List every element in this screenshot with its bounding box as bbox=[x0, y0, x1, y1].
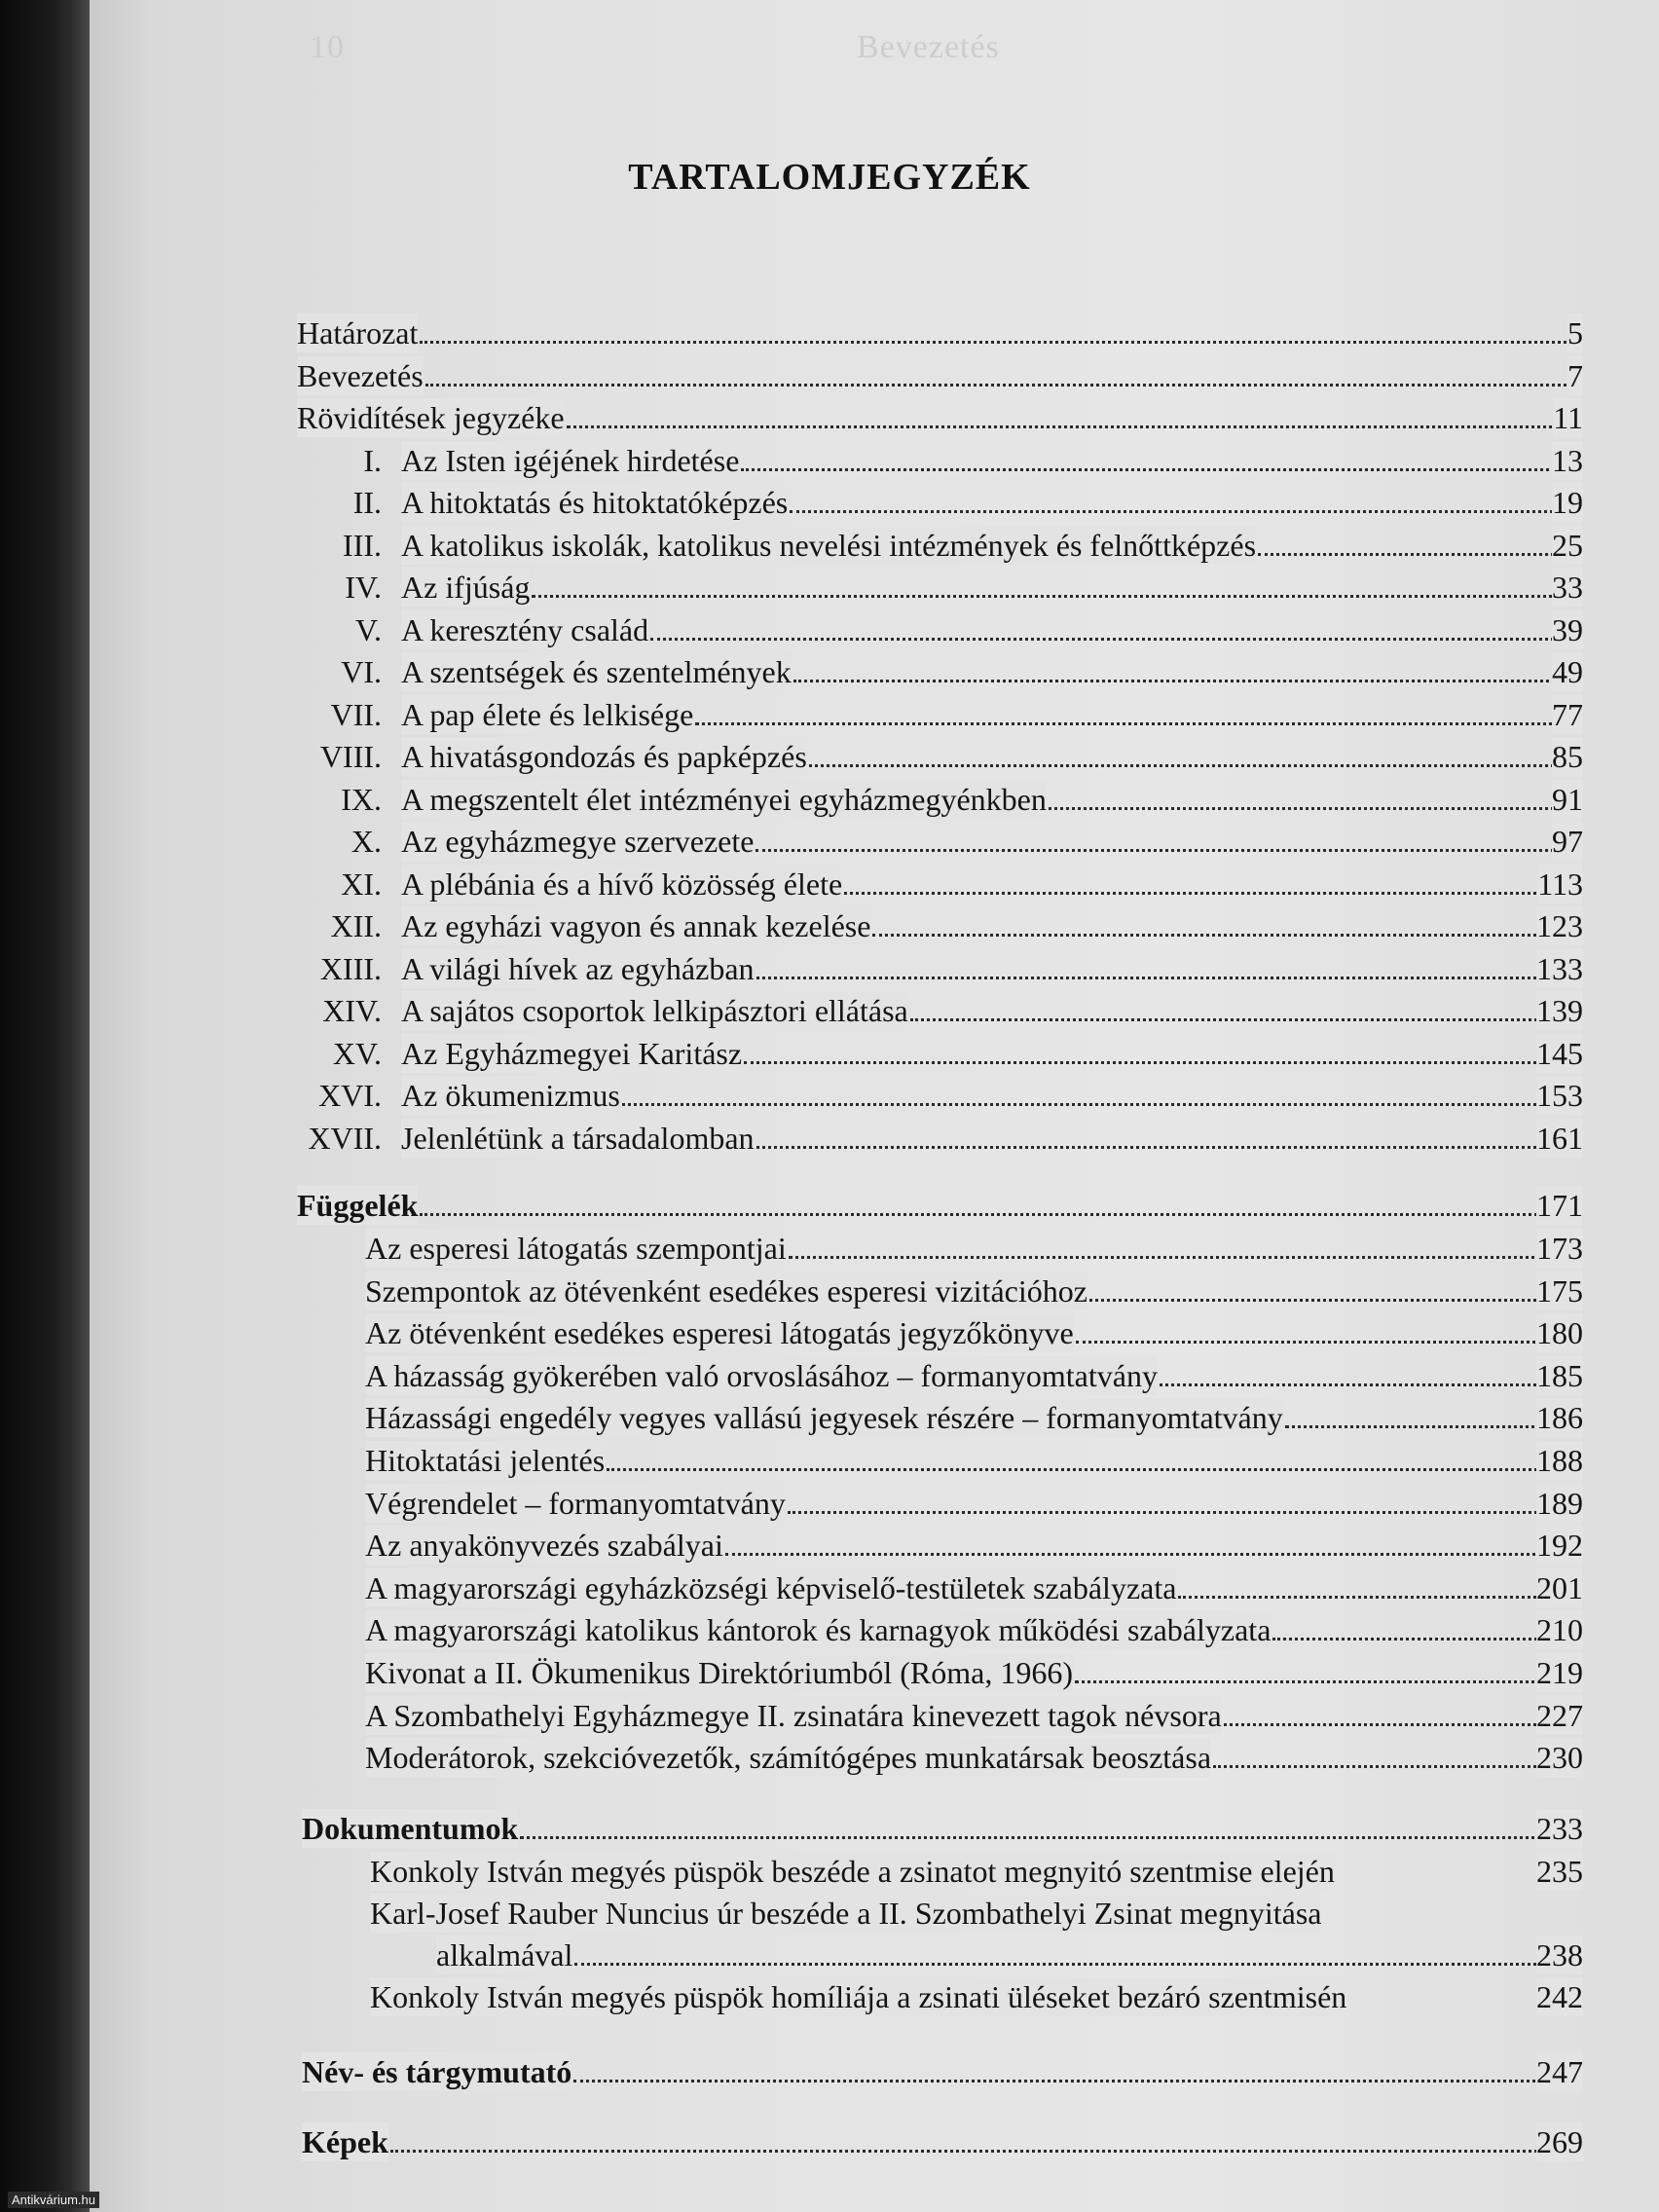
toc-entry-label: Dokumentumok bbox=[302, 1811, 519, 1846]
toc-entry bbox=[297, 398, 1583, 437]
toc-entry-label: A megszentelt élet intézményei egyházmegyénkben bbox=[401, 782, 1047, 817]
toc-page-number: 39 bbox=[1552, 612, 1583, 647]
dot-leader bbox=[1178, 1596, 1583, 1599]
toc-page-number: 123 bbox=[1536, 908, 1583, 943]
toc-entry-label: A házasság gyökerében való orvoslásához – formanyomtatvány bbox=[365, 1358, 1158, 1393]
toc-entry-label: Végrendelet – formanyomtatvány bbox=[365, 1486, 786, 1521]
appendix-entry bbox=[365, 1568, 1583, 1607]
chapter-numeral: XI. bbox=[341, 866, 382, 902]
appendix-entry bbox=[365, 1272, 1583, 1310]
toc-entry-label: Az esperesi látogatás szempontjai bbox=[365, 1231, 787, 1266]
chapter-entry bbox=[341, 652, 1583, 691]
toc-entry-label: A katolikus iskolák, katolikus nevelési intézmények és felnőttképzés bbox=[401, 528, 1257, 563]
toc-entry-label: Rövidítések jegyzéke bbox=[297, 400, 565, 435]
chapter-entry bbox=[350, 822, 1583, 861]
toc-page-number: 210 bbox=[1536, 1612, 1583, 1647]
toc-entry-label: Házassági engedély vegyes vallású jegyesek részére – formanyomtatvány bbox=[365, 1400, 1283, 1435]
chapter-entry bbox=[363, 441, 1583, 480]
dot-leader bbox=[809, 764, 1583, 767]
toc-page-number: 180 bbox=[1536, 1315, 1583, 1350]
dot-leader bbox=[1049, 807, 1583, 810]
toc-page-number: 91 bbox=[1552, 782, 1583, 817]
toc-entry-label: A magyarországi katolikus kántorok és karnagyok működési szabályzata bbox=[365, 1612, 1272, 1647]
toc-entry bbox=[297, 313, 1583, 352]
dot-leader bbox=[1089, 1299, 1583, 1302]
document-entry bbox=[370, 1977, 1583, 2016]
appendix-entry bbox=[365, 1738, 1583, 1777]
toc-page-number: 230 bbox=[1536, 1740, 1583, 1775]
document-entry bbox=[370, 1894, 1583, 1933]
chapter-entry bbox=[345, 568, 1583, 607]
dot-leader bbox=[756, 849, 1583, 852]
toc-entry-label: A magyarországi egyházközségi képviselő-testületek szabályzata bbox=[365, 1570, 1177, 1605]
toc-entry-label: A Szombathelyi Egyházmegye II. zsinatára kinevezett tagok névsora bbox=[365, 1698, 1222, 1733]
dot-leader bbox=[790, 510, 1583, 513]
chapter-numeral: VI. bbox=[341, 654, 382, 689]
chapter-entry bbox=[352, 483, 1583, 522]
dot-leader bbox=[607, 1468, 1583, 1471]
appendix-entry bbox=[365, 1484, 1583, 1523]
section-heading-index bbox=[302, 2052, 1583, 2091]
dot-leader bbox=[520, 1836, 1583, 1839]
toc-entry-label: Név- és tárgymutató bbox=[302, 2054, 572, 2089]
toc-page-number: 11 bbox=[1553, 400, 1583, 435]
toc-page-number: 235 bbox=[1536, 1854, 1583, 1889]
toc-entry-label: A világi hívek az egyházban bbox=[401, 951, 755, 986]
toc-entry-label: Az ökumenizmus bbox=[401, 1078, 620, 1113]
toc-page-number: 227 bbox=[1536, 1698, 1583, 1733]
toc-page-number: 188 bbox=[1536, 1443, 1583, 1478]
chapter-entry bbox=[341, 780, 1583, 819]
dot-leader bbox=[390, 2150, 1583, 2153]
toc-entry-label: Az egyházmegye szervezete bbox=[401, 824, 755, 859]
toc-entry-label: Moderátorok, szekcióvezetők, számítógépes munkatársak beosztása bbox=[365, 1740, 1212, 1775]
toc-page-number: 173 bbox=[1536, 1231, 1583, 1266]
toc-page-number: 185 bbox=[1536, 1358, 1583, 1393]
toc-entry bbox=[297, 356, 1583, 395]
toc-page-number: 85 bbox=[1552, 739, 1583, 774]
dot-leader bbox=[844, 892, 1583, 895]
dot-leader bbox=[744, 1061, 1583, 1064]
chapter-numeral: X. bbox=[350, 824, 382, 859]
dot-leader bbox=[1224, 1723, 1583, 1726]
chapter-numeral: IX. bbox=[341, 782, 382, 817]
toc-page-number: 7 bbox=[1567, 358, 1583, 393]
chapter-numeral: XVI. bbox=[318, 1078, 382, 1113]
toc-entry-label: Az ifjúság bbox=[401, 570, 531, 605]
bleed-through-page-number: 10 bbox=[310, 29, 345, 65]
chapter-entry bbox=[330, 695, 1583, 734]
toc-entry-label: Az ötévenként esedékes esperesi látogatás jegyzőkönyve bbox=[365, 1315, 1074, 1350]
toc-page-number: 247 bbox=[1536, 2054, 1583, 2089]
toc-entry-label: Függelék bbox=[297, 1188, 419, 1223]
toc-entry-label: A plébánia és a hívő közösség élete bbox=[401, 866, 843, 902]
book-spine-shadow bbox=[0, 0, 90, 2212]
toc-page-number: 145 bbox=[1536, 1036, 1583, 1071]
toc-page-number: 201 bbox=[1536, 1570, 1583, 1605]
section-heading-fuggelek bbox=[297, 1186, 1583, 1225]
section-heading-dokumentumok bbox=[302, 1809, 1583, 1848]
dot-leader bbox=[741, 468, 1583, 471]
appendix-entry bbox=[365, 1356, 1583, 1395]
dot-leader bbox=[793, 680, 1583, 682]
toc-page-number: 242 bbox=[1536, 1979, 1583, 2014]
chapter-entry bbox=[319, 949, 1583, 988]
dot-leader bbox=[1076, 1341, 1583, 1344]
dot-leader bbox=[910, 1018, 1583, 1021]
toc-page-number: 161 bbox=[1536, 1121, 1583, 1156]
dot-leader bbox=[1075, 1680, 1583, 1683]
appendix-entry bbox=[365, 1229, 1583, 1268]
toc-page-number: 269 bbox=[1536, 2124, 1583, 2159]
appendix-entry bbox=[365, 1526, 1583, 1565]
appendix-entry bbox=[365, 1696, 1583, 1735]
dot-leader bbox=[725, 1553, 1583, 1556]
chapter-entry bbox=[343, 526, 1583, 565]
toc-entry-label: A hitoktatás és hitoktatóképzés bbox=[401, 485, 789, 520]
document-entry bbox=[436, 1936, 1583, 1974]
toc-page-number: 192 bbox=[1536, 1528, 1583, 1563]
toc-page-number: 219 bbox=[1536, 1655, 1583, 1690]
toc-page-number: 5 bbox=[1567, 315, 1583, 350]
toc-entry-label: Hitoktatási jelentés bbox=[365, 1443, 606, 1478]
toc-entry-label: Az Egyházmegyei Karitász bbox=[401, 1036, 743, 1071]
chapter-entry bbox=[308, 1119, 1583, 1158]
chapter-numeral: XIII. bbox=[319, 951, 382, 986]
chapter-entry bbox=[332, 1034, 1583, 1073]
chapter-numeral: III. bbox=[343, 528, 382, 563]
toc-entry-label: Kivonat a II. Ökumenikus Direktóriumból (Róma, 1966) bbox=[365, 1655, 1073, 1690]
dot-leader bbox=[420, 341, 1583, 344]
toc-page-number: 133 bbox=[1536, 951, 1583, 986]
chapter-entry bbox=[322, 991, 1583, 1030]
chapter-numeral: II. bbox=[352, 485, 382, 520]
toc-entry-label: A keresztény család bbox=[401, 612, 649, 647]
toc-page-number: 77 bbox=[1552, 697, 1583, 732]
bleed-through-header: Bevezetés bbox=[857, 29, 1000, 65]
toc-entry-label: A szentségek és szentelmények bbox=[401, 654, 792, 689]
dot-leader bbox=[756, 1146, 1583, 1149]
toc-page-number: 175 bbox=[1536, 1273, 1583, 1309]
chapter-numeral: IV. bbox=[345, 570, 382, 605]
toc-page-number: 49 bbox=[1552, 654, 1583, 689]
dot-leader bbox=[788, 1511, 1583, 1514]
dot-leader bbox=[872, 934, 1583, 937]
dot-leader bbox=[1213, 1765, 1583, 1768]
chapter-entry bbox=[330, 906, 1583, 945]
watermark: Antikvárium.hu bbox=[8, 2192, 99, 2208]
dot-leader bbox=[532, 595, 1583, 598]
toc-page-number: 19 bbox=[1552, 485, 1583, 520]
chapter-numeral: XV. bbox=[332, 1036, 382, 1071]
dot-leader bbox=[567, 425, 1583, 428]
toc-entry-label: Az egyházi vagyon és annak kezelése bbox=[401, 908, 871, 943]
toc-page-number: 33 bbox=[1552, 570, 1583, 605]
toc-page-number: 13 bbox=[1552, 443, 1583, 478]
toc-page-number: 139 bbox=[1536, 993, 1583, 1028]
toc-entry-label: A hivatásgondozás és papképzés bbox=[401, 739, 807, 774]
toc-entry-label: Határozat bbox=[297, 315, 419, 350]
toc-page-number: 113 bbox=[1537, 866, 1583, 902]
toc-page-number: 171 bbox=[1536, 1188, 1583, 1223]
chapter-numeral: VIII. bbox=[319, 739, 382, 774]
chapter-numeral: V. bbox=[355, 612, 382, 647]
chapter-entry bbox=[319, 737, 1583, 776]
toc-page-number: 153 bbox=[1536, 1078, 1583, 1113]
dot-leader bbox=[420, 1213, 1583, 1216]
toc-entry-label: Az anyakönyvezés szabályai bbox=[365, 1528, 723, 1563]
toc-page-number: 97 bbox=[1552, 824, 1583, 859]
chapter-numeral: VII. bbox=[330, 697, 382, 732]
chapter-numeral: XIV. bbox=[322, 993, 382, 1028]
chapter-numeral: I. bbox=[363, 443, 382, 478]
chapter-numeral: XII. bbox=[330, 908, 382, 943]
appendix-entry bbox=[365, 1610, 1583, 1649]
appendix-entry bbox=[365, 1653, 1583, 1692]
dot-leader bbox=[756, 977, 1583, 979]
appendix-entry bbox=[365, 1313, 1583, 1352]
toc-entry-label: alkalmával bbox=[436, 1937, 573, 1972]
section-heading-images bbox=[302, 2122, 1583, 2161]
dot-leader bbox=[650, 638, 1583, 641]
toc-entry-label: Konkoly István megyés püspök beszéde a zsinatot megnyitó szentmise elején bbox=[370, 1854, 1335, 1889]
document-entry bbox=[370, 1852, 1583, 1891]
toc-entry-label: Konkoly István megyés püspök homíliája a zsinati üléseket bezáró szentmisén bbox=[370, 1979, 1347, 2014]
dot-leader bbox=[1160, 1383, 1583, 1386]
toc-entry-label: Karl-Josef Rauber Nuncius úr beszéde a II. Szombathelyi Zsinat megnyitása bbox=[370, 1896, 1322, 1931]
dot-leader bbox=[1258, 553, 1583, 556]
dot-leader bbox=[574, 1963, 1583, 1966]
dot-leader bbox=[695, 722, 1583, 725]
toc-entry-label: Az Isten igéjének hirdetése bbox=[401, 443, 740, 478]
toc-page-number: 25 bbox=[1552, 528, 1583, 563]
dot-leader bbox=[573, 2080, 1583, 2083]
toc-entry-label: Jelenlétünk a társadalomban bbox=[401, 1121, 755, 1156]
appendix-entry bbox=[365, 1441, 1583, 1480]
toc-entry-label: A sajátos csoportok lelkipásztori ellátása bbox=[401, 993, 908, 1028]
chapter-entry bbox=[355, 610, 1583, 649]
toc-page-number: 189 bbox=[1536, 1486, 1583, 1521]
toc-entry-label: Képek bbox=[302, 2124, 388, 2159]
chapter-numeral: XVII. bbox=[308, 1121, 382, 1156]
page-title: TARTALOMJEGYZÉK bbox=[628, 157, 1031, 198]
toc-page-number: 233 bbox=[1536, 1811, 1583, 1846]
toc-entry-label: Szempontok az ötévenként esedékes esperesi vizitációhoz bbox=[365, 1273, 1088, 1309]
dot-leader bbox=[789, 1256, 1583, 1259]
toc-page-number: 186 bbox=[1536, 1400, 1583, 1435]
dot-leader bbox=[425, 384, 1583, 387]
dot-leader bbox=[622, 1103, 1583, 1106]
toc-entry-label: A pap élete és lelkisége bbox=[401, 697, 694, 732]
toc-page-number: 238 bbox=[1536, 1937, 1583, 1972]
toc-entry-label: Bevezetés bbox=[297, 358, 424, 393]
appendix-entry bbox=[365, 1398, 1583, 1437]
chapter-entry bbox=[318, 1076, 1583, 1115]
chapter-entry bbox=[341, 865, 1583, 903]
